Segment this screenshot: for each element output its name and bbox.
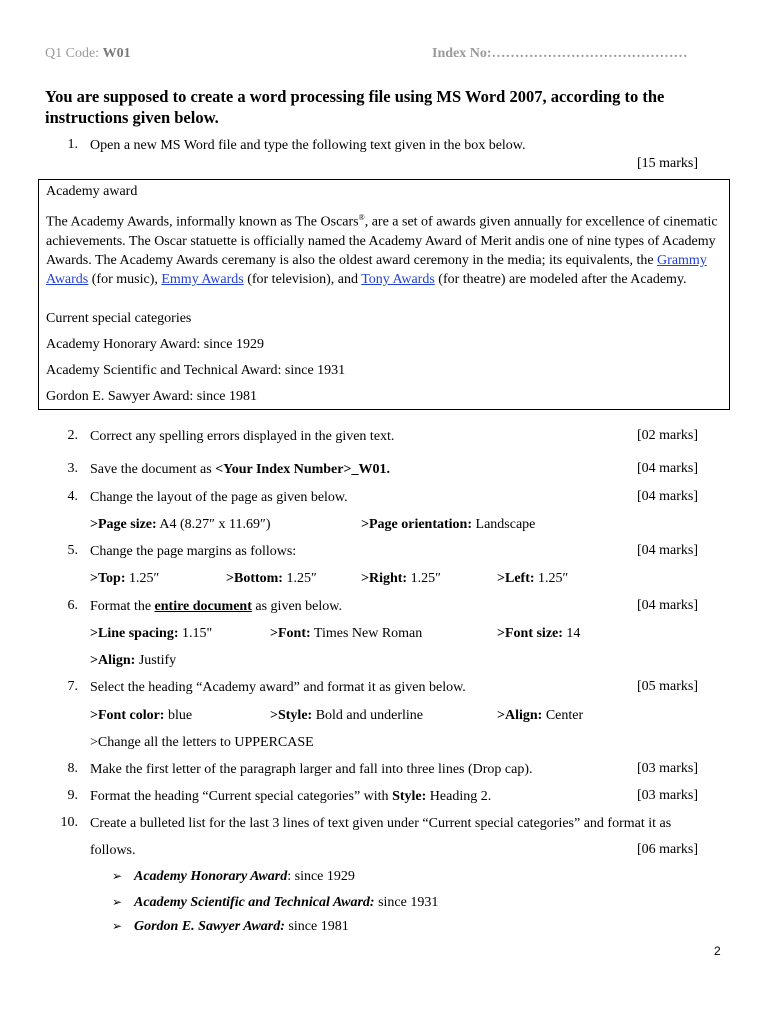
q5-option xyxy=(226,570,317,588)
bullet-bold: Academy Honorary Award xyxy=(134,869,288,884)
q3-marks: [04 marks] xyxy=(636,461,698,476)
q6-option xyxy=(270,625,422,643)
option-value: Landscape xyxy=(472,517,536,532)
option-value: 1.25″ xyxy=(534,571,569,586)
text-box xyxy=(38,179,730,410)
q3-filename: <Your Index Number>_W01. xyxy=(215,462,390,477)
option-label: >Bottom: xyxy=(226,571,283,586)
q10-text: Create a bulleted list for the last 3 lines of text given under “Current special categories” and format it as xyxy=(90,816,672,831)
bullet-bold: Gordon E. Sawyer Award: xyxy=(134,919,285,934)
box-item: Academy Honorary Award: since 1929 xyxy=(46,337,264,352)
q6-emphasis: entire document xyxy=(154,599,252,614)
arrow-bullet-icon: ➢ xyxy=(112,869,123,883)
q7-option xyxy=(270,707,423,725)
q2-marks: [02 marks] xyxy=(636,428,698,443)
q7-option: >Change all the letters to UPPERCASE xyxy=(90,735,314,750)
option-label: >Font size: xyxy=(497,626,563,641)
bullet-rest: since 1931 xyxy=(374,895,439,910)
q5-text: Change the page margins as follows: xyxy=(90,544,297,559)
bullet-bold: Academy Scientific and Technical Award: xyxy=(134,895,375,910)
page-number: 2 xyxy=(714,944,721,958)
q10-text-continued: follows. xyxy=(90,843,136,858)
arrow-bullet-icon: ➢ xyxy=(112,919,123,933)
q7-option xyxy=(90,707,192,725)
q9-marks: [03 marks] xyxy=(636,788,698,803)
q4-text: Change the layout of the page as given below. xyxy=(90,490,348,505)
para-part: (for television), and xyxy=(243,271,362,287)
option-label: >Style: xyxy=(270,708,313,723)
option-value: 1.25″ xyxy=(125,571,160,586)
box-heading: Academy award xyxy=(46,184,138,199)
option-value: 14 xyxy=(562,626,581,641)
box-paragraph xyxy=(46,208,722,289)
q6-text xyxy=(90,598,342,616)
option-label: >Left: xyxy=(497,571,535,586)
tony-awards-link[interactable]: Tony Awards xyxy=(361,271,435,287)
question-code-label: Q1 Code: xyxy=(45,46,103,61)
q1-marks: [15 marks] xyxy=(636,156,698,171)
option-label: >Align: xyxy=(497,708,543,723)
option-value: Times New Roman xyxy=(310,626,423,641)
para-part: (for music), xyxy=(88,271,162,287)
q6-option xyxy=(497,625,580,643)
para-part: (for theatre) are modeled after the Academy. xyxy=(434,271,687,287)
question-code xyxy=(45,46,131,62)
arrow-bullet-icon: ➢ xyxy=(112,895,123,909)
bullet-item xyxy=(112,919,349,935)
box-categories-heading: Current special categories xyxy=(46,311,192,326)
q5-option xyxy=(497,570,568,588)
q4-marks: [04 marks] xyxy=(636,489,698,504)
option-value: A4 (8.27″ x 11.69″) xyxy=(156,517,271,532)
q1-number: 1. xyxy=(67,137,78,152)
q6-number: 6. xyxy=(67,598,78,613)
q10-number: 10. xyxy=(60,815,78,830)
box-item: Gordon E. Sawyer Award: since 1981 xyxy=(46,389,258,404)
q3-number: 3. xyxy=(67,461,78,476)
q6-option xyxy=(90,625,212,643)
para-part: The Academy Awards, informally known as The Oscars xyxy=(46,214,359,230)
option-value: 1.25″ xyxy=(407,571,441,586)
option-label: >Page orientation: xyxy=(361,517,473,532)
q10-marks: [06 marks] xyxy=(636,842,698,857)
bullet-item xyxy=(112,895,438,911)
option-value: 1.25″ xyxy=(282,571,317,586)
q9-text-part: Format the heading “Current special categories” with xyxy=(90,789,393,804)
q6-text-part: Format the xyxy=(90,599,155,614)
question-code-value: W01 xyxy=(102,46,131,61)
option-label: >Font color: xyxy=(90,708,165,723)
q8-marks: [03 marks] xyxy=(636,761,698,776)
option-value: Bold and underline xyxy=(312,708,424,723)
option-value: blue xyxy=(164,708,193,723)
q3-text xyxy=(90,461,390,479)
option-label: >Page size: xyxy=(90,517,157,532)
q6-marks: [04 marks] xyxy=(636,598,698,613)
q2-text: Correct any spelling errors displayed in the given text. xyxy=(90,429,395,444)
q9-style-label: Style: xyxy=(392,789,427,804)
emmy-awards-link[interactable]: Emmy Awards xyxy=(161,271,244,287)
q6-text-part: as given below. xyxy=(251,599,342,614)
q8-number: 8. xyxy=(67,761,78,776)
option-label: >Align: xyxy=(90,653,136,668)
para-part: , are a set of awards given annually for excellence of cinematic achievements. The Oscar statuette is officially named the Academy Award of Merit andis one of nine types of Academy Awards. The Academy Awards ceremany is also the oldest award ceremony in the media; its equivalents, the xyxy=(46,214,718,268)
q4-option xyxy=(90,516,270,534)
registered-mark: ® xyxy=(358,213,365,222)
q9-number: 9. xyxy=(67,788,78,803)
option-label: >Right: xyxy=(361,571,408,586)
q5-option xyxy=(90,570,159,588)
box-item: Academy Scientific and Technical Award: since 1931 xyxy=(46,363,346,378)
q2-number: 2. xyxy=(67,428,78,443)
option-label: >Line spacing: xyxy=(90,626,179,641)
q9-text xyxy=(90,788,491,806)
bullet-rest: since 1981 xyxy=(284,919,349,934)
instructions-title: You are supposed to create a word processing file using MS Word 2007, according to the instructions given below. xyxy=(45,87,665,127)
bullet-item xyxy=(112,869,355,885)
q1-text: Open a new MS Word file and type the following text given in the box below. xyxy=(90,138,526,153)
q5-marks: [04 marks] xyxy=(636,543,698,558)
bullet-rest: : since 1929 xyxy=(287,869,355,884)
index-number-field: Index No:…………………………………… xyxy=(432,46,688,61)
q7-number: 7. xyxy=(67,679,78,694)
q7-marks: [05 marks] xyxy=(636,679,698,694)
q7-text: Select the heading “Academy award” and format it as given below. xyxy=(90,680,466,695)
option-label: >Font: xyxy=(270,626,311,641)
q9-text-part: Heading 2. xyxy=(426,789,492,804)
option-label: >Top: xyxy=(90,571,126,586)
option-value: 1.15" xyxy=(178,626,213,641)
q3-text-part: Save the document as xyxy=(90,462,216,477)
q7-option xyxy=(497,707,583,725)
option-value: Justify xyxy=(135,653,177,668)
q8-text: Make the first letter of the paragraph larger and fall into three lines (Drop cap). xyxy=(90,762,533,777)
grammy-awards-link[interactable]: Grammy Awards xyxy=(46,252,707,287)
q6-option xyxy=(90,652,176,670)
q5-number: 5. xyxy=(67,543,78,558)
q5-option xyxy=(361,570,441,588)
q4-number: 4. xyxy=(67,489,78,504)
q4-option xyxy=(361,516,535,534)
option-value: Center xyxy=(542,708,584,723)
